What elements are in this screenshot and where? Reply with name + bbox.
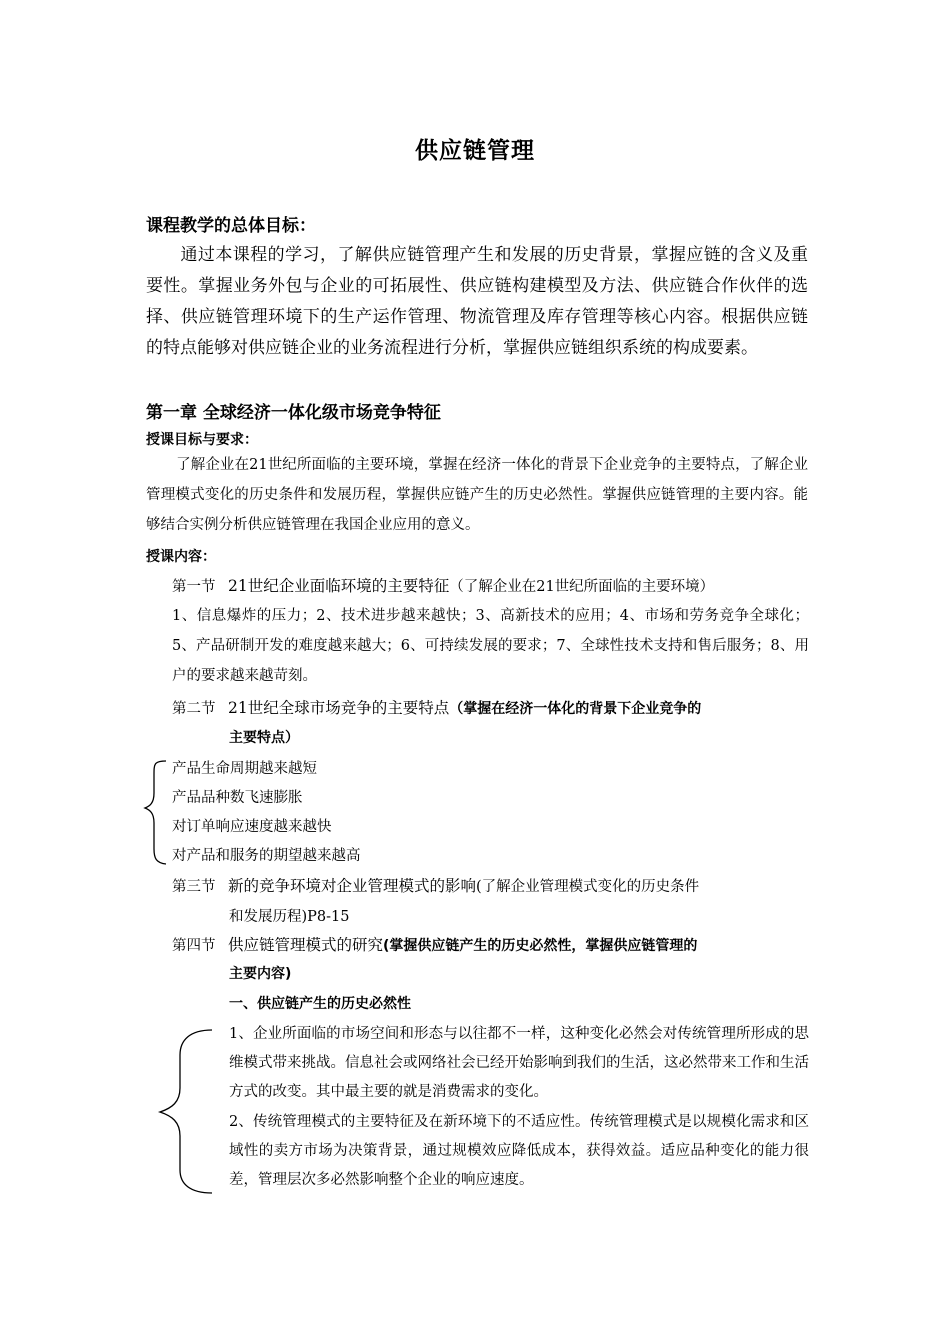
section-4-note-line2: 主要内容) (229, 966, 292, 982)
section-2-note-line2: 主要特点） (229, 730, 299, 746)
section-2-note: （掌握在经济一体化的背景下企业竞争的 (449, 701, 702, 717)
section-2-title: 21世纪全球市场竞争的主要特点 (228, 699, 450, 717)
section-2-number: 第二节 (172, 701, 216, 717)
point-item: 对产品和服务的期望越来越高 (172, 848, 361, 864)
section-1-number: 第一节 (172, 579, 216, 595)
section-3-note: (了解企业管理模式变化的历史条件 (476, 879, 700, 895)
section-3-number: 第三节 (172, 879, 216, 895)
section-1-note: （了解企业在21世纪所面临的主要环境） (449, 579, 715, 595)
point-item: 产品生命周期越来越短 (172, 761, 317, 777)
section-4-subheading: 一、供应链产生的历史必然性 (229, 996, 411, 1012)
section-4-title: 供应链管理模式的研究 (228, 936, 384, 954)
requirements-heading: 授课目标与要求： (146, 432, 258, 448)
point-item: 对订单响应速度越来越快 (172, 819, 332, 835)
section-4-paragraph-2: 2、传统管理模式的主要特征及在新环境下的不适应性。传统管理模式是以规模化需求和区域性的卖方市场为决策背景，通过规模效应降低成本，获得效益。适应品种变化的能力很差，管理层次多必然影响整个企业的响应速度。 (229, 1114, 809, 1188)
section-4-number: 第四节 (172, 938, 216, 954)
section-3-title: 新的竞争环境对企业管理模式的影响 (228, 877, 477, 895)
document-title: 供应链管理 (415, 138, 535, 164)
left-brace-icon (145, 761, 166, 864)
left-brace-icon (160, 1030, 212, 1193)
goal-heading: 课程教学的总体目标： (146, 216, 316, 236)
content-heading: 授课内容： (146, 549, 216, 565)
section-3-note-line2: 和发展历程)P8-15 (229, 909, 350, 925)
requirements-text: 了解企业在21世纪所面临的主要环境，掌握在经济一体化的背景下企业竞争的主要特点，了解企业管理模式变化的历史条件和发展历程，掌握供应链产生的历史必然性。掌握供应链管理的主要内容。能够结合实例分析供应链管理在我国企业应用的意义。 (146, 457, 808, 533)
chapter-title: 第一章 全球经济一体化级市场竞争特征 (146, 403, 441, 423)
goal-text: 通过本课程的学习，了解供应链管理产生和发展的历史背景，掌握应链的含义及重要性。掌握业务外包与企业的可拓展性、供应链构建模型及方法、供应链合作伙伴的选择、供应链管理环境下的生产运作管理、物流管理及库存管理等核心内容。根据供应链的特点能够对供应链企业的业务流程进行分析，掌握供应链组织系统的构成要素。 (146, 245, 808, 358)
point-item: 产品品种数飞速膨胀 (172, 790, 303, 806)
section-1-items: 1、信息爆炸的压力；2、技术进步越来越快；3、高新技术的应用；4、市场和劳务竞争全球化；5、产品研制开发的难度越来越大；6、可持续发展的要求；7、全球性技术支持和售后服务；8、用户的要求越来越苛刻。 (172, 608, 809, 684)
section-4-note: (掌握供应链产生的历史必然性，掌握供应链管理的 (383, 938, 698, 954)
section-4-paragraph-1: 1、企业所面临的市场空间和形态与以往都不一样，这种变化必然会对传统管理所形成的思维模式带来挑战。信息社会或网络社会已经开始影响到我们的生活，这必然带来工作和生活方式的改变。其中最主要的就是消费需求的变化。 (229, 1026, 809, 1100)
section-1-title: 21世纪企业面临环境的主要特征 (228, 577, 450, 595)
